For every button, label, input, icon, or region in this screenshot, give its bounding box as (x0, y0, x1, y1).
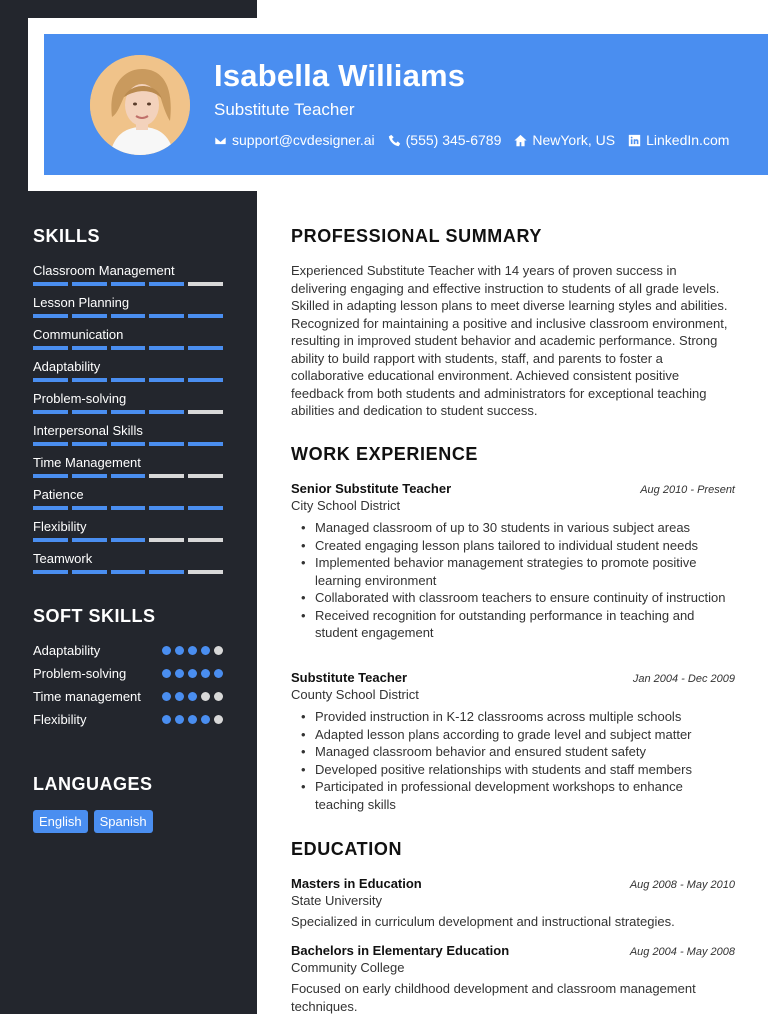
rating-dot (201, 646, 210, 655)
language-badge: Spanish (94, 810, 153, 833)
education-entry (291, 876, 735, 931)
skill-level-segment (188, 314, 223, 318)
skill-level-bar (33, 378, 223, 382)
job-bullets (291, 519, 735, 642)
education-heading: EDUCATION (291, 839, 403, 859)
skill-level-segment (111, 282, 146, 286)
skill-item (33, 262, 223, 294)
skill-level-bar (33, 506, 223, 510)
skill-name: Time Management (33, 455, 141, 470)
skill-level-segment (149, 314, 184, 318)
skill-level-segment (33, 474, 68, 478)
soft-skill-name: Adaptability (33, 643, 101, 658)
skill-level-segment (72, 410, 107, 414)
contact-email-text: support@cvdesigner.ai (232, 132, 375, 148)
skill-level-segment (111, 346, 146, 350)
list-item: • Provided instruction in K-12 classrooms across multiple schools (291, 708, 735, 726)
contact-phone-text: (555) 345-6789 (405, 132, 502, 148)
skill-level-segment (72, 570, 107, 574)
contact-row (214, 132, 729, 148)
skill-level-segment (188, 474, 223, 478)
skill-name: Teamwork (33, 551, 93, 566)
summary-heading: PROFESSIONAL SUMMARY (291, 226, 543, 246)
soft-skill-name: Time management (33, 689, 141, 704)
skill-level-bar (33, 474, 223, 478)
candidate-role: Substitute Teacher (214, 100, 355, 119)
skill-level-segment (188, 282, 223, 286)
linkedin-icon (628, 134, 641, 147)
skills-list (33, 262, 223, 582)
summary-text: Experienced Substitute Teacher with 14 years of proven success in delivering engaging and effective instruction to students of all grade levels. Skilled in adapting lesson plans to meet diverse learning styles and abilities. Recognized for maintaining a positive and inclusive classroom environment, resulting in improved student behavior and academic performance. Strong ability to build rapport with students, staff, and parents to foster a collaborative educational environment. Achieved consistent positive feedback from both students and administrators for exceptional teaching abilities and dedication to student success. (291, 263, 728, 418)
envelope-icon (214, 134, 227, 147)
soft-skill-name: Flexibility (33, 712, 87, 727)
list-item: • Implemented behavior management strategies to promote positive learning environment (291, 554, 735, 589)
skill-level-segment (33, 282, 68, 286)
education-entry (291, 943, 735, 1014)
rating-dot (188, 646, 197, 655)
contact-location (514, 132, 615, 148)
skill-level-segment (72, 474, 107, 478)
skill-level-segment (188, 570, 223, 574)
job-entry (291, 481, 735, 642)
skill-level-segment (72, 282, 107, 286)
skill-level-segment (111, 410, 146, 414)
skill-level-segment (149, 378, 184, 382)
education-date: Aug 2004 - May 2008 (629, 946, 735, 958)
soft-skill-rating (162, 646, 223, 655)
skill-level-segment (149, 474, 184, 478)
skill-level-segment (33, 570, 68, 574)
skill-level-segment (72, 346, 107, 350)
skill-level-segment (111, 378, 146, 382)
skill-level-segment (111, 570, 146, 574)
soft-skill-rating (162, 715, 223, 724)
list-item: • Managed classroom of up to 30 students in various subject areas (291, 519, 735, 537)
skill-level-segment (188, 346, 223, 350)
avatar (90, 55, 190, 155)
list-item: • Participated in professional development workshops to enhance teaching skills (291, 778, 735, 813)
contact-email[interactable] (214, 132, 375, 148)
languages-heading: LANGUAGES (33, 774, 153, 794)
soft-skill-rating (162, 669, 223, 678)
skill-item (33, 294, 223, 326)
skill-name: Communication (33, 327, 124, 342)
job-bullets (291, 708, 735, 813)
soft-skills-list (33, 642, 223, 734)
skill-level-segment (149, 442, 184, 446)
soft-skill-item (33, 665, 223, 683)
soft-skills-heading: SOFT SKILLS (33, 606, 156, 626)
skill-level-segment (188, 442, 223, 446)
skill-level-segment (111, 538, 146, 542)
contact-linkedin[interactable] (628, 132, 729, 148)
skill-level-segment (33, 538, 68, 542)
skill-level-segment (149, 346, 184, 350)
rating-dot (188, 715, 197, 724)
rating-dot (175, 669, 184, 678)
skill-level-segment (33, 378, 68, 382)
skill-level-segment (111, 442, 146, 446)
skill-level-segment (72, 442, 107, 446)
skill-level-segment (149, 506, 184, 510)
job-date: Aug 2010 - Present (640, 484, 735, 496)
skill-level-segment (188, 378, 223, 382)
job-organization: City School District (291, 498, 401, 513)
skill-name: Problem-solving (33, 391, 127, 406)
skill-level-segment (149, 282, 184, 286)
rating-dot (201, 692, 210, 701)
school-name: Community College (291, 960, 405, 975)
degree-title: Masters in Education (291, 876, 422, 891)
rating-dot (201, 715, 210, 724)
skill-item (33, 454, 223, 486)
skill-item (33, 518, 223, 550)
skill-item (33, 422, 223, 454)
skill-item (33, 486, 223, 518)
rating-dot (175, 715, 184, 724)
skill-level-segment (149, 538, 184, 542)
skill-name: Interpersonal Skills (33, 423, 143, 438)
skill-name: Lesson Planning (33, 295, 130, 310)
skill-level-bar (33, 410, 223, 414)
skill-level-segment (149, 570, 184, 574)
education-date: Aug 2008 - May 2010 (629, 879, 735, 891)
rating-dot (214, 669, 223, 678)
skill-name: Patience (33, 487, 84, 502)
skill-level-segment (149, 410, 184, 414)
soft-skill-rating (162, 692, 223, 701)
rating-dot (201, 669, 210, 678)
skill-level-segment (111, 474, 146, 478)
skill-name: Adaptability (33, 359, 101, 374)
home-icon (514, 134, 527, 147)
contact-phone[interactable] (388, 132, 502, 148)
school-name: State University (291, 893, 383, 908)
skill-level-bar (33, 538, 223, 542)
rating-dot (162, 646, 171, 655)
skill-level-bar (33, 442, 223, 446)
job-title: Senior Substitute Teacher (291, 481, 452, 496)
rating-dot (162, 692, 171, 701)
skill-item (33, 358, 223, 390)
skill-level-segment (72, 314, 107, 318)
skill-item (33, 326, 223, 358)
skill-level-segment (33, 506, 68, 510)
degree-title: Bachelors in Elementary Education (291, 943, 510, 958)
rating-dot (214, 692, 223, 701)
skill-level-segment (72, 506, 107, 510)
skill-item (33, 390, 223, 422)
candidate-name: Isabella Williams (214, 58, 466, 93)
profile-photo (90, 55, 190, 155)
skill-name: Flexibility (33, 519, 87, 534)
skill-level-segment (188, 506, 223, 510)
job-entry (291, 670, 735, 813)
skill-level-segment (72, 378, 107, 382)
skill-level-bar (33, 314, 223, 318)
contact-location-text: NewYork, US (532, 132, 616, 148)
skill-name: Classroom Management (33, 263, 175, 278)
rating-dot (188, 669, 197, 678)
experience-heading: WORK EXPERIENCE (291, 444, 479, 464)
list-item: • Received recognition for outstanding performance in teaching and student engagement (291, 607, 735, 642)
rating-dot (175, 646, 184, 655)
skill-level-bar (33, 570, 223, 574)
job-date: Jan 2004 - Dec 2009 (632, 673, 735, 685)
soft-skill-name: Problem-solving (33, 666, 127, 681)
soft-skill-item (33, 642, 223, 660)
rating-dot (162, 669, 171, 678)
skill-level-segment (33, 442, 68, 446)
list-item: • Created engaging lesson plans tailored to individual student needs (291, 537, 735, 555)
languages-list (33, 810, 153, 833)
skills-heading: SKILLS (33, 226, 101, 246)
header-banner (44, 34, 768, 175)
skill-level-segment (72, 538, 107, 542)
list-item: • Collaborated with classroom teachers to ensure continuity of instruction (291, 589, 735, 607)
language-badge: English (33, 810, 88, 833)
skill-level-bar (33, 282, 223, 286)
skill-level-bar (33, 346, 223, 350)
rating-dot (214, 646, 223, 655)
skill-level-segment (188, 410, 223, 414)
skill-level-segment (188, 538, 223, 542)
skill-level-segment (33, 410, 68, 414)
rating-dot (175, 692, 184, 701)
job-organization: County School District (291, 687, 419, 702)
skill-level-segment (111, 314, 146, 318)
list-item: • Developed positive relationships with students and staff members (291, 761, 735, 779)
skill-item (33, 550, 223, 582)
job-title: Substitute Teacher (291, 670, 408, 685)
list-item: • Adapted lesson plans according to grade level and subject matter (291, 726, 735, 744)
soft-skill-item (33, 711, 223, 729)
skill-level-segment (33, 346, 68, 350)
education-description: Focused on early childhood development and classroom management techniques. (291, 981, 696, 1014)
soft-skill-item (33, 688, 223, 706)
phone-icon (388, 134, 401, 147)
list-item: • Managed classroom behavior and ensured student safety (291, 743, 735, 761)
skill-level-segment (111, 506, 146, 510)
rating-dot (162, 715, 171, 724)
skill-level-segment (33, 314, 68, 318)
rating-dot (214, 715, 223, 724)
education-description: Specialized in curriculum development and instructional strategies. (291, 914, 675, 929)
rating-dot (188, 692, 197, 701)
contact-linkedin-text: LinkedIn.com (646, 132, 730, 148)
